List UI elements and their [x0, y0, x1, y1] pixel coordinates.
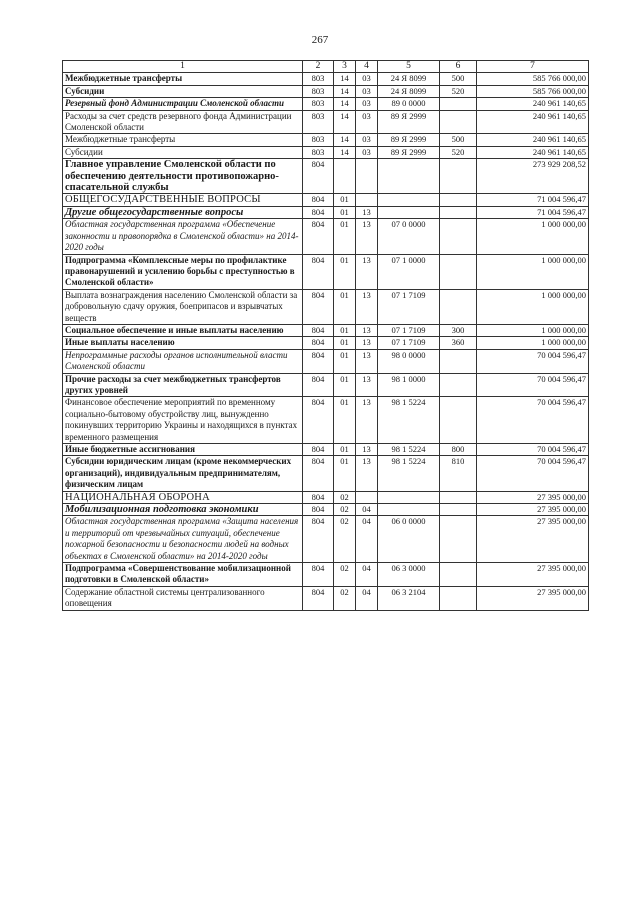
row-amount: 240 961 140,65: [477, 146, 589, 158]
row-code-expense-type: [440, 206, 477, 218]
row-name: Областная государственная программа «Обеспечение законности и правопорядка в Смоленской области» на 2014-2020 годы: [63, 219, 303, 254]
row-code-subsection: 03: [356, 73, 378, 85]
row-code-subsection: 13: [356, 349, 378, 373]
row-code-target: [378, 159, 440, 194]
row-code-admin: 803: [303, 98, 334, 110]
row-code-expense-type: [440, 349, 477, 373]
row-amount: 1 000 000,00: [477, 324, 589, 336]
table-row: [63, 219, 589, 254]
row-amount: 27 395 000,00: [477, 504, 589, 516]
row-code-admin: 804: [303, 444, 334, 456]
row-amount: 240 961 140,65: [477, 134, 589, 146]
row-code-subsection: 03: [356, 85, 378, 97]
row-code-subsection: 13: [356, 444, 378, 456]
row-code-section: 14: [334, 73, 356, 85]
row-code-expense-type: [440, 98, 477, 110]
row-code-expense-type: [440, 194, 477, 206]
row-code-target: 89 0 0000: [378, 98, 440, 110]
row-code-expense-type: 500: [440, 134, 477, 146]
row-name: Мобилизационная подготовка экономики: [63, 504, 303, 516]
row-code-admin: 804: [303, 491, 334, 503]
row-code-section: 14: [334, 98, 356, 110]
row-code-subsection: 13: [356, 397, 378, 444]
table-row: [63, 254, 589, 289]
row-code-expense-type: [440, 159, 477, 194]
header-cell: 3: [334, 61, 356, 73]
row-code-section: 01: [334, 219, 356, 254]
row-code-target: 98 1 0000: [378, 373, 440, 397]
row-amount: 27 395 000,00: [477, 491, 589, 503]
row-code-target: 06 0 0000: [378, 516, 440, 563]
row-code-section: 01: [334, 373, 356, 397]
row-name: Межбюджетные трансферты: [63, 134, 303, 146]
row-name: Социальное обеспечение и иные выплаты населению: [63, 324, 303, 336]
row-code-target: 24 Я 8099: [378, 85, 440, 97]
row-name: Субсидии юридическим лицам (кроме некоммерческих организаций), индивидуальным предпринимателям, физическим лицам: [63, 456, 303, 491]
row-code-expense-type: [440, 397, 477, 444]
row-code-admin: 804: [303, 159, 334, 194]
row-code-admin: 804: [303, 324, 334, 336]
row-code-target: 07 1 7109: [378, 337, 440, 349]
row-amount: 585 766 000,00: [477, 73, 589, 85]
row-code-section: 01: [334, 456, 356, 491]
row-name: Субсидии: [63, 85, 303, 97]
page-number: 267: [311, 34, 329, 46]
table-row: [63, 491, 589, 503]
header-cell: 5: [378, 61, 440, 73]
row-code-target: 24 Я 8099: [378, 73, 440, 85]
table-row: [63, 159, 589, 194]
row-code-section: 14: [334, 134, 356, 146]
row-name: Содержание областной системы централизованного оповещения: [63, 586, 303, 610]
row-code-subsection: 13: [356, 206, 378, 218]
row-code-target: [378, 491, 440, 503]
row-name: Подпрограмма «Комплексные меры по профилактике правонарушений и усилению борьбы с преступностью в Смоленской области»: [63, 254, 303, 289]
row-code-target: [378, 206, 440, 218]
table-row: [63, 349, 589, 373]
row-code-target: 98 1 5224: [378, 456, 440, 491]
row-code-expense-type: [440, 289, 477, 324]
row-code-target: 06 3 2104: [378, 586, 440, 610]
row-name: Финансовое обеспечение мероприятий по временному социально-бытовому обустройству лиц, вынужденно покинувших территорию Украины и находящихся в пунктах временного размещения: [63, 397, 303, 444]
table-row: [63, 324, 589, 336]
row-code-subsection: 04: [356, 563, 378, 587]
row-name: ОБЩЕГОСУДАРСТВЕННЫЕ ВОПРОСЫ: [63, 194, 303, 206]
table-row: [63, 516, 589, 563]
row-code-target: [378, 194, 440, 206]
row-code-admin: 803: [303, 85, 334, 97]
row-code-section: 01: [334, 254, 356, 289]
row-code-subsection: 04: [356, 516, 378, 563]
row-code-admin: 804: [303, 254, 334, 289]
row-name: Межбюджетные трансферты: [63, 73, 303, 85]
table-row: [63, 146, 589, 158]
row-name: Подпрограмма «Совершенствование мобилизационной подготовки в Смоленской области»: [63, 563, 303, 587]
row-code-expense-type: [440, 504, 477, 516]
row-code-target: 07 1 0000: [378, 254, 440, 289]
row-code-expense-type: [440, 516, 477, 563]
budget-table: [62, 60, 589, 611]
row-code-admin: 804: [303, 194, 334, 206]
row-code-section: 02: [334, 563, 356, 587]
row-code-section: 01: [334, 349, 356, 373]
table-row: [63, 337, 589, 349]
row-code-subsection: [356, 491, 378, 503]
row-code-target: 98 1 5224: [378, 397, 440, 444]
table-row: [63, 73, 589, 85]
table-row: [63, 85, 589, 97]
row-code-section: 01: [334, 194, 356, 206]
row-code-subsection: [356, 159, 378, 194]
table-row: [63, 194, 589, 206]
row-code-expense-type: [440, 491, 477, 503]
row-amount: 70 004 596,47: [477, 373, 589, 397]
row-code-expense-type: 360: [440, 337, 477, 349]
row-code-subsection: 03: [356, 134, 378, 146]
row-code-subsection: 04: [356, 504, 378, 516]
table-row: [63, 373, 589, 397]
row-code-section: 02: [334, 516, 356, 563]
row-code-subsection: 13: [356, 337, 378, 349]
row-code-target: 07 0 0000: [378, 219, 440, 254]
row-code-target: 89 Я 2999: [378, 146, 440, 158]
row-name: Непрограммные расходы органов исполнительной власти Смоленской области: [63, 349, 303, 373]
row-amount: 240 961 140,65: [477, 98, 589, 110]
row-code-admin: 804: [303, 504, 334, 516]
row-code-target: 98 0 0000: [378, 349, 440, 373]
row-code-admin: 803: [303, 134, 334, 146]
row-code-section: 14: [334, 110, 356, 134]
row-code-section: 14: [334, 85, 356, 97]
table-row: [63, 444, 589, 456]
row-code-subsection: 03: [356, 146, 378, 158]
table-row: [63, 586, 589, 610]
row-code-admin: 804: [303, 206, 334, 218]
row-amount: 70 004 596,47: [477, 456, 589, 491]
row-code-admin: 804: [303, 219, 334, 254]
header-cell: 2: [303, 61, 334, 73]
row-code-admin: 804: [303, 586, 334, 610]
row-amount: 70 004 596,47: [477, 349, 589, 373]
row-code-expense-type: 800: [440, 444, 477, 456]
row-code-section: 14: [334, 146, 356, 158]
row-code-expense-type: 520: [440, 85, 477, 97]
row-code-expense-type: [440, 586, 477, 610]
row-name: Расходы за счет средств резервного фонда Администрации Смоленской области: [63, 110, 303, 134]
row-name: Прочие расходы за счет межбюджетных трансфертов других уровней: [63, 373, 303, 397]
row-code-admin: 803: [303, 73, 334, 85]
row-code-expense-type: 300: [440, 324, 477, 336]
row-amount: 273 929 208,52: [477, 159, 589, 194]
row-code-admin: 804: [303, 516, 334, 563]
row-code-admin: 804: [303, 397, 334, 444]
row-code-admin: 804: [303, 373, 334, 397]
row-code-target: 07 1 7109: [378, 289, 440, 324]
row-name: Выплата вознаграждения населению Смоленской области за добровольную сдачу оружия, боеприпасов и взрывчатых веществ: [63, 289, 303, 324]
row-code-expense-type: [440, 110, 477, 134]
row-code-section: [334, 159, 356, 194]
row-code-subsection: 13: [356, 254, 378, 289]
row-code-section: 01: [334, 337, 356, 349]
row-code-section: 01: [334, 397, 356, 444]
header-cell: 1: [63, 61, 303, 73]
row-code-subsection: 13: [356, 324, 378, 336]
table-row: [63, 98, 589, 110]
row-amount: 71 004 596,47: [477, 206, 589, 218]
row-code-section: 02: [334, 586, 356, 610]
row-code-admin: 804: [303, 289, 334, 324]
row-name: Иные выплаты населению: [63, 337, 303, 349]
row-name: Областная государственная программа «Защита населения и территорий от чрезвычайных ситуаций, обеспечение пожарной безопасности и безопасности людей на водных объектах в Смоленской области» на 2014-2020 годы: [63, 516, 303, 563]
row-amount: 27 395 000,00: [477, 563, 589, 587]
row-name: Главное управление Смоленской области по обеспечению деятельности противопожарно-спасательной службы: [63, 159, 303, 194]
row-code-section: 01: [334, 444, 356, 456]
row-code-subsection: 03: [356, 110, 378, 134]
table-row: [63, 289, 589, 324]
header-row: [63, 61, 589, 73]
row-code-target: 06 3 0000: [378, 563, 440, 587]
row-code-expense-type: 520: [440, 146, 477, 158]
table-row: [63, 563, 589, 587]
row-code-admin: 804: [303, 337, 334, 349]
table-row: [63, 206, 589, 218]
row-amount: 1 000 000,00: [477, 337, 589, 349]
header-cell: 4: [356, 61, 378, 73]
row-code-subsection: 13: [356, 219, 378, 254]
row-code-section: 02: [334, 504, 356, 516]
row-name: Иные бюджетные ассигнования: [63, 444, 303, 456]
row-name: Резервный фонд Администрации Смоленской области: [63, 98, 303, 110]
row-code-target: 98 1 5224: [378, 444, 440, 456]
table-row: [63, 134, 589, 146]
header-cell: 6: [440, 61, 477, 73]
row-amount: 27 395 000,00: [477, 586, 589, 610]
row-code-expense-type: 500: [440, 73, 477, 85]
row-code-admin: 803: [303, 110, 334, 134]
row-amount: 70 004 596,47: [477, 444, 589, 456]
row-code-admin: 804: [303, 563, 334, 587]
row-code-subsection: 04: [356, 586, 378, 610]
row-code-subsection: 13: [356, 289, 378, 324]
row-amount: 240 961 140,65: [477, 110, 589, 134]
row-amount: 1 000 000,00: [477, 254, 589, 289]
row-code-admin: 803: [303, 146, 334, 158]
row-code-expense-type: [440, 563, 477, 587]
row-code-expense-type: [440, 373, 477, 397]
row-code-expense-type: 810: [440, 456, 477, 491]
row-amount: 71 004 596,47: [477, 194, 589, 206]
row-amount: 27 395 000,00: [477, 516, 589, 563]
row-code-target: [378, 504, 440, 516]
row-code-target: 07 1 7109: [378, 324, 440, 336]
row-amount: 70 004 596,47: [477, 397, 589, 444]
header-cell: 7: [477, 61, 589, 73]
row-name: Субсидии: [63, 146, 303, 158]
row-code-target: 89 Я 2999: [378, 134, 440, 146]
row-code-subsection: 03: [356, 98, 378, 110]
row-name: НАЦИОНАЛЬНАЯ ОБОРОНА: [63, 491, 303, 503]
row-code-subsection: 13: [356, 373, 378, 397]
row-code-expense-type: [440, 219, 477, 254]
row-code-subsection: 13: [356, 456, 378, 491]
row-code-admin: 804: [303, 349, 334, 373]
row-code-section: 01: [334, 324, 356, 336]
table-row: [63, 110, 589, 134]
row-code-expense-type: [440, 254, 477, 289]
row-code-section: 02: [334, 491, 356, 503]
row-code-admin: 804: [303, 456, 334, 491]
table-row: [63, 456, 589, 491]
row-name: Другие общегосударственные вопросы: [63, 206, 303, 218]
row-amount: 585 766 000,00: [477, 85, 589, 97]
row-code-subsection: [356, 194, 378, 206]
row-code-target: 89 Я 2999: [378, 110, 440, 134]
table-row: [63, 397, 589, 444]
row-amount: 1 000 000,00: [477, 219, 589, 254]
row-amount: 1 000 000,00: [477, 289, 589, 324]
row-code-section: 01: [334, 206, 356, 218]
table-row: [63, 504, 589, 516]
row-code-section: 01: [334, 289, 356, 324]
